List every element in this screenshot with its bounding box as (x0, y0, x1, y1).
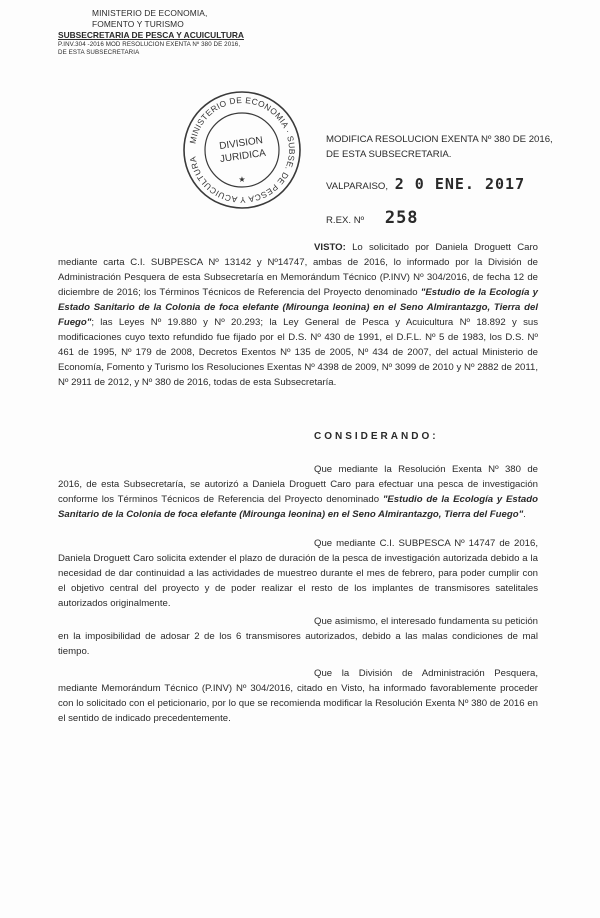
undersecretariat-name: SUBSECRETARIA DE PESCA Y ACUICULTURA (58, 30, 244, 40)
place-date (326, 175, 525, 193)
ministry-name: MINISTERIO DE ECONOMIA, (92, 8, 208, 18)
visto-label: VISTO: (314, 242, 346, 253)
letterhead (58, 8, 288, 57)
visto-text-part1: Lo solicitado por Daniela Droguett Caro mediante carta C.I. SUBPESCA Nº 13142 y Nº14747, ambas de 2016, lo informado por la División de Administración Pesquera de esta Subsecretaría en Memorándum Técnico (P.INV) Nº 304/2016, de fecha 12 de diciembre de 2016; los Términos Técnicos de Referencia del Proyecto denominado (58, 242, 538, 298)
considerando-heading: CONSIDERANDO: (314, 431, 439, 442)
considerando-2: Que mediante C.I. SUBPESCA Nº 14747 de 2016, Daniela Droguett Caro solicita extender el plazo de duración de la pesca de investigación autorizada debido a la necesidad de dar continuidad a las actividades de muestreo durante el mes de febrero, para poder cumplir con el objetivo central del proyecto y de poder realizar el resto de los implantes de transmisores satelitales autorizados originalmente. (58, 538, 538, 609)
resolution-number (326, 208, 419, 228)
considerando-3: Que asimismo, el interesado fundamenta su petición en la imposibilidad de adosar 2 de los 6 transmisores autorizados, debido a las malas condiciones de mal tiempo. (58, 616, 538, 657)
resolution-subject: MODIFICA RESOLUCION EXENTA Nº 380 DE 2016, DE ESTA SUBSECRETARIA. (326, 134, 553, 160)
ministry-name-cont: FOMENTO Y TURISMO (92, 19, 184, 29)
considerando-1 (58, 462, 538, 522)
reference-line-cont: DE ESTA SUBSECRETARIA (58, 49, 140, 56)
official-seal-stamp (180, 88, 304, 212)
considerando-1-project-name: "Estudio de la Ecología y Estado Sanitario de la Colonia de foca elefante (Mirounga leonina) en el Seno Almirantazgo, Tierra del Fuego" (58, 494, 538, 520)
seal-center-line1: DIVISION (218, 135, 264, 153)
seal-ring-text: MINISTERIO DE ECONOMIA · SUBSE. DE PESCA Y ACUICULTURA (187, 94, 298, 206)
seal-center-line2: JURIDICA (219, 147, 267, 166)
rex-label: R.EX. Nº (326, 215, 365, 226)
visto-project-name: "Estudio de la Ecología y Estado Sanitario de la Colonia de foca elefante (Mirounga leonina) en el Seno Almirantazgo, Tierra del Fuego" (58, 287, 538, 328)
visto-text-part2: ; las Leyes Nº 19.880 y Nº 20.293; la Ley General de Pesca y Acuicultura Nº 18.892 y sus modificaciones cuyo texto refundido fue fijado por el D.S. Nº 430 de 1991, el D.F.L. Nº 5 de 1983, los D.S. Nº 461 de 1995, Nº 179 de 2008, Decretos Exentos Nº 135 de 2005, Nº 434 de 2007, del actual Ministerio de Economía, Fomento y Turismo los Resoluciones Exentas Nº 4398 de 2009, Nº 3099 de 2010 y Nº 2882 de 2011, Nº 2911 de 2012, y Nº 380 de 2016, todas de esta Subsecretaría. (58, 317, 538, 388)
date-stamp: 2 0 ENE. 2017 (394, 175, 526, 193)
place-label: VALPARAISO, (326, 181, 389, 192)
considerando-4: Que la División de Administración Pesquera, mediante Memorándum Técnico (P.INV) Nº 304/2016, citado en Visto, ha informado favorablemente proceder con lo solicitado con el peticionario, por lo que se recomienda modificar la Resolución Exenta Nº 380 de 2016 en el sentido de indicado precedentemente. (58, 668, 538, 724)
considerando-1-text: Que mediante la Resolución Exenta Nº 380 de 2016, de esta Subsecretaría, se autorizó a Daniela Droguett Caro para efectuar una pesca de investigación conforme los Términos Técnicos de Referencia del Proyecto denominado (58, 464, 538, 505)
visto-paragraph (58, 240, 538, 390)
seal-star-icon: ★ (238, 175, 246, 184)
seal-outer-ring (184, 92, 300, 208)
considerando-1-end: . (523, 509, 526, 520)
rex-number-stamp: 258 (384, 208, 419, 228)
reference-line: P.INV.304 -2016 MOD RESOLUCION EXENTA Nº 380 DE 2016, (58, 41, 241, 48)
